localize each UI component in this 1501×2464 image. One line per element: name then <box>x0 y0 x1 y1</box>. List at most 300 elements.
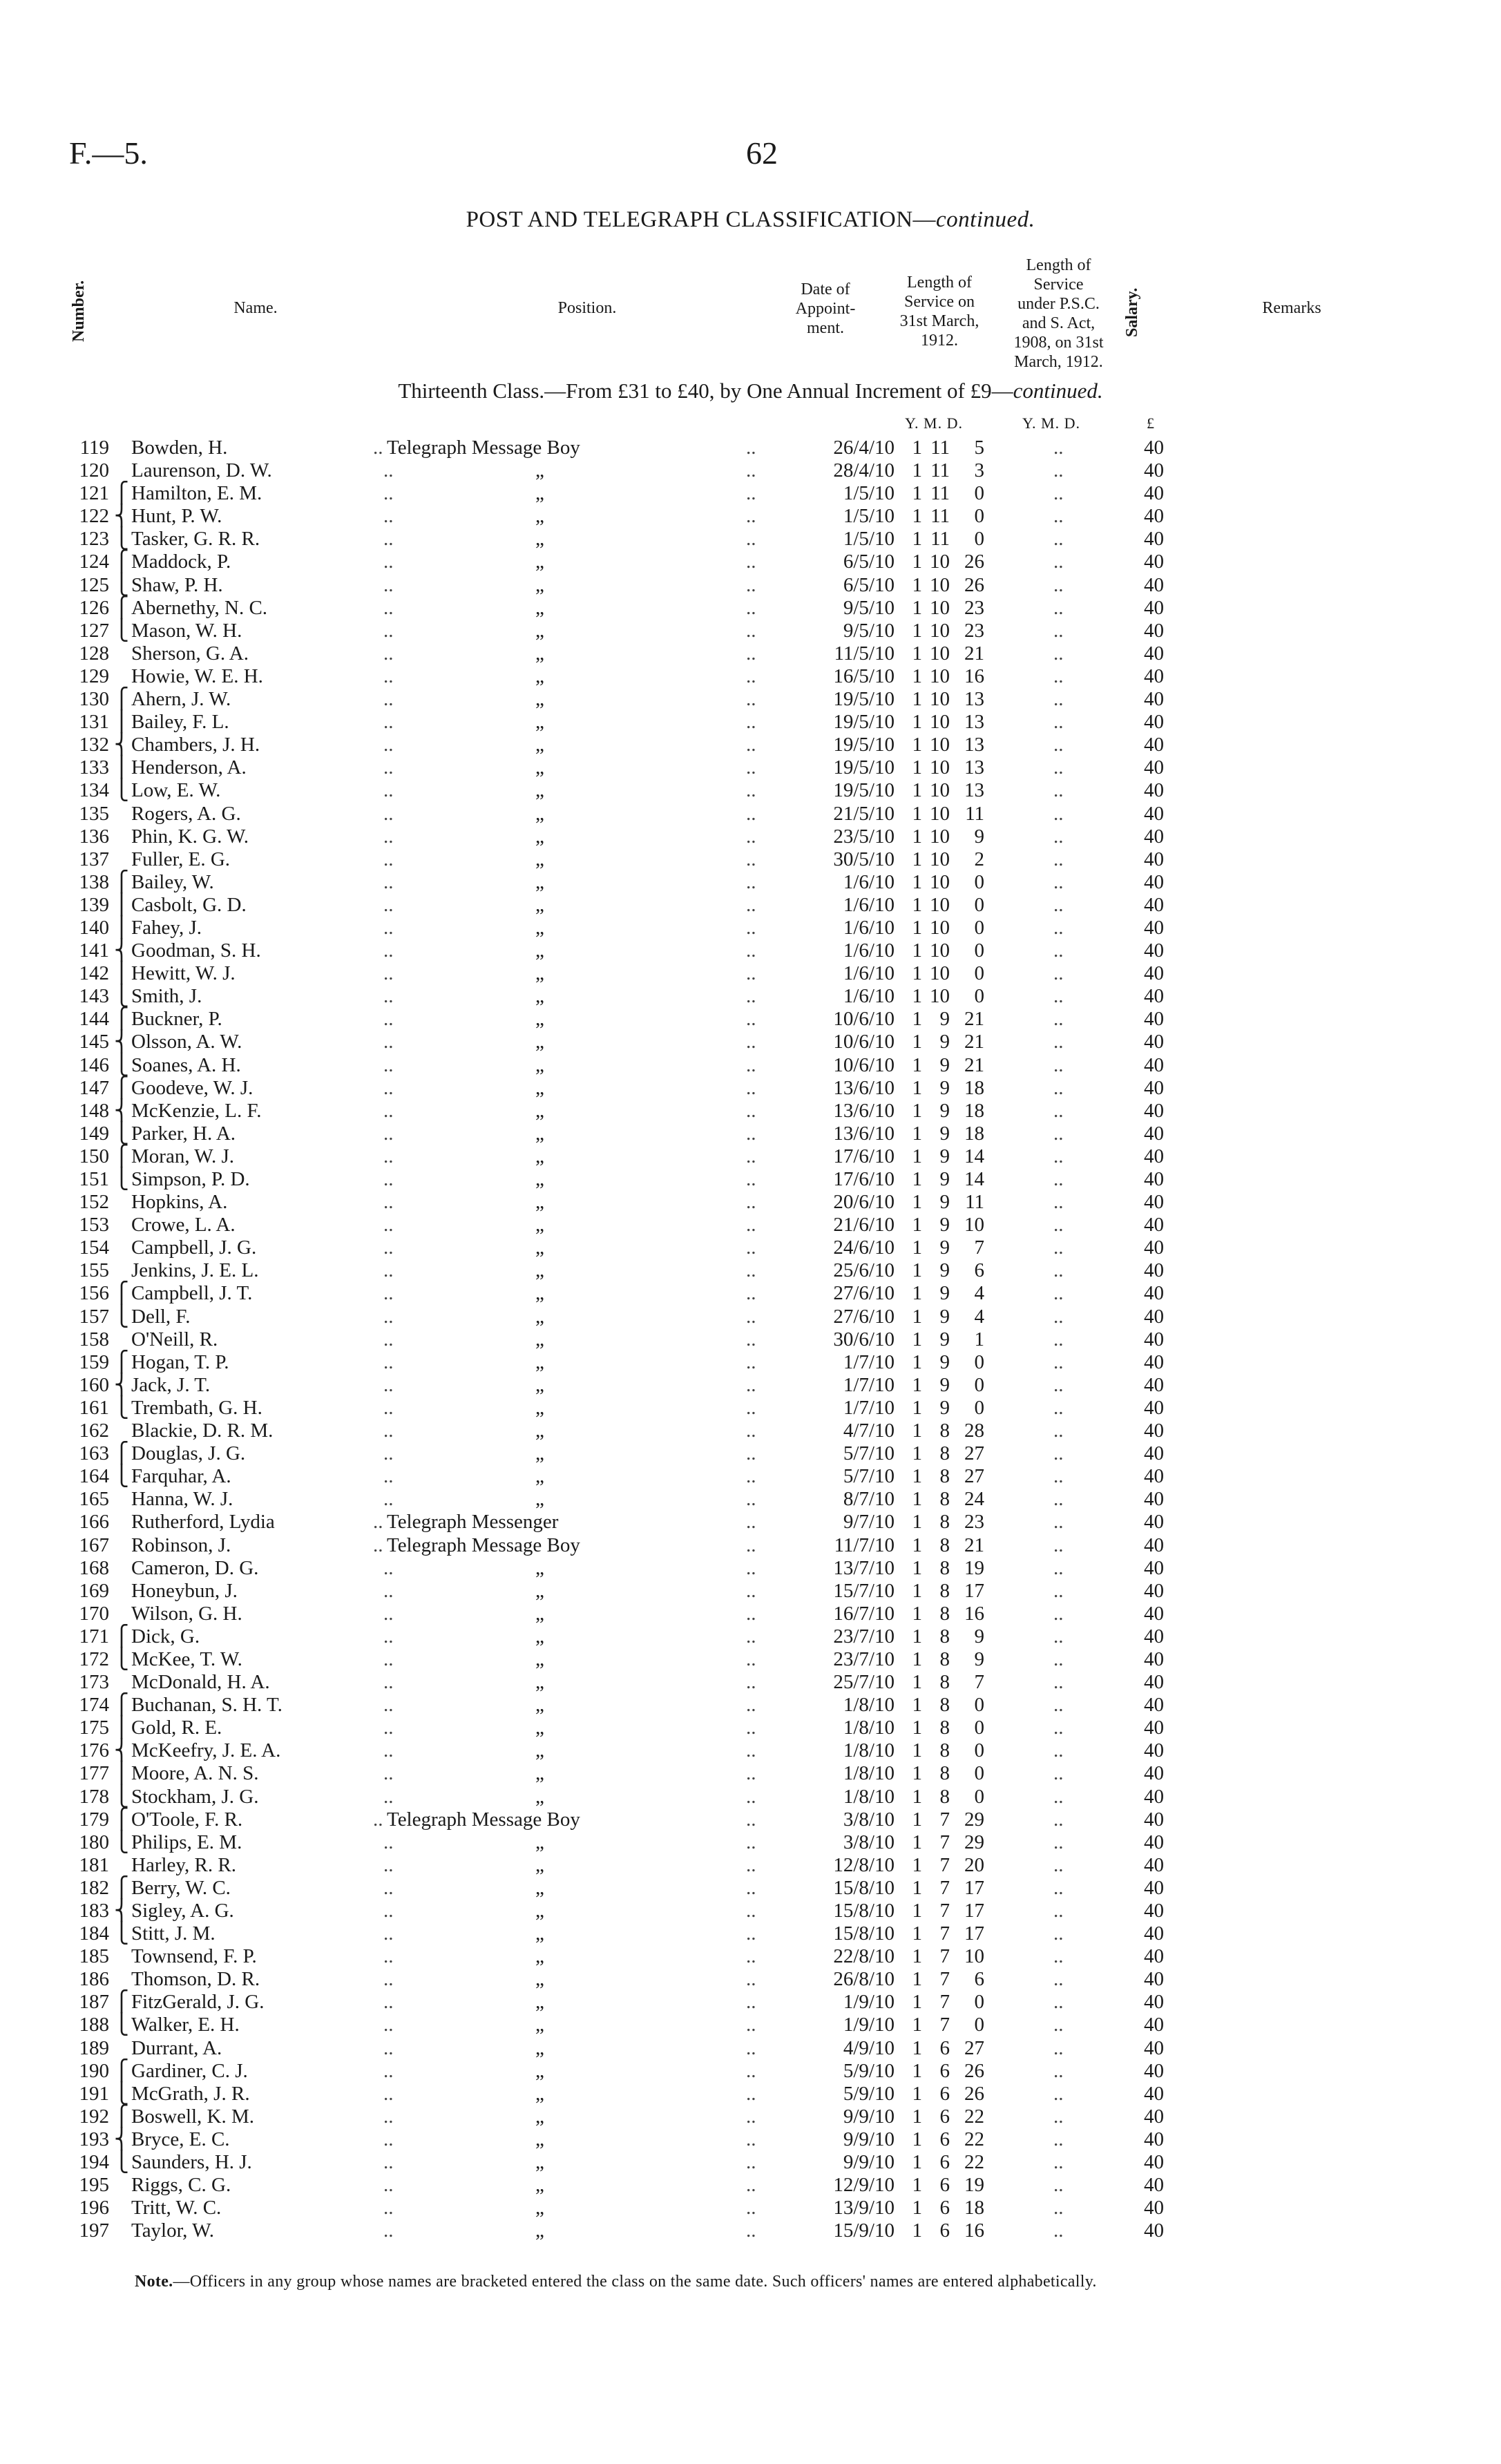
officer-position: „ <box>535 1350 544 1373</box>
leader-dots: .. <box>746 1785 756 1808</box>
leader-dots: .. <box>383 2082 394 2105</box>
leader-dots: .. <box>383 1350 394 1373</box>
salary-value: 40 <box>1144 1739 1164 1762</box>
row-number: 151 <box>79 1168 109 1190</box>
appointment-date: 26/4/10 <box>833 437 895 459</box>
column-header-salary: Salary. <box>1123 287 1141 338</box>
row-number: 170 <box>79 1602 109 1625</box>
group-bracket: ⎨ <box>114 1099 129 1122</box>
salary-value: 40 <box>1144 1488 1164 1511</box>
service-days: 16 <box>964 1602 984 1625</box>
service-years: 1 <box>912 1511 922 1534</box>
leader-dots: .. <box>746 1465 756 1488</box>
officer-position: „ <box>535 2105 544 2128</box>
leader-dots: .. <box>1053 1122 1064 1145</box>
leader-dots: .. <box>1053 825 1064 848</box>
officer-name: Crowe, L. A. <box>131 1214 236 1236</box>
leader-dots: .. <box>1053 1168 1064 1190</box>
leader-dots: .. <box>746 1625 756 1648</box>
service-months: 10 <box>930 756 950 779</box>
table-row <box>0 1762 1501 1785</box>
group-bracket: ⎪ <box>114 711 129 734</box>
appointment-date: 1/7/10 <box>843 1350 895 1373</box>
group-bracket: ⎧ <box>114 688 129 711</box>
table-row <box>0 1145 1501 1168</box>
officer-position: „ <box>535 962 544 985</box>
service-days: 22 <box>964 2151 984 2174</box>
leader-dots: .. <box>746 1442 756 1465</box>
table-row <box>0 642 1501 665</box>
salary-value: 40 <box>1144 505 1164 528</box>
service-months: 10 <box>930 665 950 687</box>
officer-position: „ <box>535 1991 544 2014</box>
leader-dots: .. <box>746 1420 756 1442</box>
salary-value: 40 <box>1144 459 1164 482</box>
column-header-service <box>881 273 998 350</box>
salary-value: 40 <box>1144 1671 1164 1694</box>
service-months: 10 <box>930 870 950 893</box>
salary-value: 40 <box>1144 734 1164 756</box>
service-years: 1 <box>912 1625 922 1648</box>
title-continued: continued. <box>936 207 1035 232</box>
salary-value: 40 <box>1144 939 1164 962</box>
row-number: 161 <box>79 1396 109 1419</box>
leader-dots: .. <box>1053 1556 1064 1579</box>
leader-dots: .. <box>383 1648 394 1670</box>
service-years: 1 <box>912 1945 922 1968</box>
leader-dots: .. <box>383 1853 394 1876</box>
officer-position: „ <box>535 1831 544 1853</box>
service-years: 1 <box>912 1534 922 1556</box>
leader-dots: .. <box>1053 437 1064 459</box>
table-row <box>0 1236 1501 1259</box>
service-days: 4 <box>974 1305 984 1328</box>
row-number: 196 <box>79 2197 109 2219</box>
salary-value: 40 <box>1144 1145 1164 1167</box>
service-years: 1 <box>912 1922 922 1945</box>
leader-dots: .. <box>746 711 756 734</box>
service-days: 16 <box>964 2219 984 2242</box>
row-number: 125 <box>79 573 109 596</box>
leader-dots: .. <box>373 1534 383 1556</box>
service-years: 1 <box>912 802 922 825</box>
salary-value: 40 <box>1144 1259 1164 1282</box>
service-days: 0 <box>974 2014 984 2036</box>
officer-name: Cameron, D. G. <box>131 1556 259 1579</box>
row-number: 179 <box>79 1808 109 1831</box>
service-months: 11 <box>930 437 950 459</box>
group-bracket: ⎩ <box>114 1785 129 1808</box>
salary-value: 40 <box>1144 1922 1164 1945</box>
group-bracket: ⎧ <box>114 1076 129 1099</box>
service-days: 13 <box>964 779 984 802</box>
leader-dots: .. <box>383 1168 394 1190</box>
leader-dots: .. <box>746 437 756 459</box>
service-days: 0 <box>974 870 984 893</box>
service-days: 23 <box>964 1511 984 1534</box>
row-number: 184 <box>79 1922 109 1945</box>
salary-value: 40 <box>1144 1534 1164 1556</box>
leader-dots: .. <box>746 2082 756 2105</box>
appointment-date: 6/5/10 <box>843 551 895 573</box>
row-number: 142 <box>79 962 109 985</box>
leader-dots: .. <box>1053 505 1064 528</box>
table-row <box>0 1420 1501 1442</box>
service-days: 29 <box>964 1831 984 1853</box>
officer-name: Olsson, A. W. <box>131 1031 242 1053</box>
service-years: 1 <box>912 1191 922 1214</box>
service-years: 1 <box>912 916 922 939</box>
row-number: 165 <box>79 1488 109 1511</box>
table-row <box>0 437 1501 459</box>
appointment-date: 9/9/10 <box>843 2128 895 2150</box>
leader-dots: .. <box>746 665 756 687</box>
leader-dots: .. <box>1053 1694 1064 1717</box>
row-number: 173 <box>79 1671 109 1694</box>
leader-dots: .. <box>383 619 394 642</box>
officer-position: „ <box>535 1762 544 1785</box>
leader-dots: .. <box>383 1945 394 1968</box>
table-row <box>0 2060 1501 2083</box>
leader-dots: .. <box>1053 848 1064 870</box>
service-months: 8 <box>939 1556 950 1579</box>
group-bracket: ⎧ <box>114 482 129 505</box>
leader-dots: .. <box>383 1991 394 2014</box>
service-months: 7 <box>939 1900 950 1922</box>
service-months: 6 <box>939 2151 950 2174</box>
table-row <box>0 574 1501 597</box>
service-months: 7 <box>939 2014 950 2036</box>
officer-name: Henderson, A. <box>131 756 247 779</box>
appointment-date: 5/9/10 <box>843 2059 895 2082</box>
table-row <box>0 528 1501 551</box>
service-months: 11 <box>930 528 950 551</box>
service-years: 1 <box>912 734 922 756</box>
service-years: 1 <box>912 1442 922 1465</box>
leader-dots: .. <box>1053 1031 1064 1053</box>
leader-dots: .. <box>383 1122 394 1145</box>
row-number: 172 <box>79 1648 109 1670</box>
appointment-date: 10/6/10 <box>833 1008 895 1031</box>
officer-name: Tritt, W. C. <box>131 2197 222 2219</box>
service-months: 10 <box>930 779 950 802</box>
row-number: 124 <box>79 551 109 573</box>
table-row <box>0 1351 1501 1374</box>
appointment-date: 1/6/10 <box>843 939 895 962</box>
leader-dots: .. <box>383 482 394 505</box>
group-bracket: ⎨ <box>114 939 129 962</box>
table-row <box>0 1282 1501 1305</box>
service-years: 1 <box>912 459 922 482</box>
psc-header-line: 1908, on 31st <box>1013 334 1104 352</box>
group-bracket: ⎧ <box>114 1991 129 2014</box>
group-bracket: ⎩ <box>114 1305 129 1328</box>
row-number: 194 <box>79 2151 109 2174</box>
leader-dots: .. <box>1053 1900 1064 1922</box>
officer-position: „ <box>535 1465 544 1488</box>
officer-name: Honeybun, J. <box>131 1579 238 1602</box>
officer-name: Tasker, G. R. R. <box>131 528 260 551</box>
leader-dots: .. <box>1053 1488 1064 1511</box>
leader-dots: .. <box>383 2128 394 2150</box>
group-bracket: ⎨ <box>114 1739 129 1762</box>
officer-name: Jenkins, J. E. L. <box>131 1259 259 1282</box>
service-days: 6 <box>974 1259 984 1282</box>
appointment-date: 1/8/10 <box>843 1739 895 1762</box>
officer-name: O'Toole, F. R. <box>131 1808 243 1831</box>
table-row <box>0 665 1501 688</box>
table-row <box>0 1123 1501 1145</box>
leader-dots: .. <box>746 1808 756 1831</box>
service-years: 1 <box>912 939 922 962</box>
table-row <box>0 1808 1501 1831</box>
leader-dots: .. <box>383 2219 394 2242</box>
leader-dots: .. <box>1053 1465 1064 1488</box>
staff-table <box>0 437 1501 2242</box>
row-number: 195 <box>79 2174 109 2197</box>
appointment-date: 9/5/10 <box>843 619 895 642</box>
officer-name: Douglas, J. G. <box>131 1442 246 1465</box>
appointment-date: 24/6/10 <box>833 1236 895 1259</box>
table-row <box>0 871 1501 894</box>
service-months: 9 <box>939 1259 950 1282</box>
leader-dots: .. <box>746 596 756 619</box>
service-years: 1 <box>912 2128 922 2150</box>
leader-dots: .. <box>373 1511 383 1534</box>
leader-dots: .. <box>1053 1785 1064 1808</box>
row-number: 159 <box>79 1350 109 1373</box>
officer-name: McGrath, J. R. <box>131 2082 250 2105</box>
table-row <box>0 2014 1501 2036</box>
appointment-date: 13/6/10 <box>833 1122 895 1145</box>
service-months: 10 <box>930 734 950 756</box>
officer-name: Bailey, F. L. <box>131 711 229 734</box>
service-years: 1 <box>912 2059 922 2082</box>
service-years: 1 <box>912 573 922 596</box>
officer-name: Chambers, J. H. <box>131 734 260 756</box>
table-row <box>0 505 1501 528</box>
group-bracket: ⎪ <box>114 916 129 939</box>
table-row <box>0 917 1501 939</box>
table-row <box>0 1717 1501 1739</box>
leader-dots: .. <box>1053 2128 1064 2150</box>
leader-dots: .. <box>383 756 394 779</box>
officer-position: „ <box>535 1648 544 1670</box>
leader-dots: .. <box>383 1282 394 1305</box>
leader-dots: .. <box>1053 1236 1064 1259</box>
column-header-name: Name. <box>233 299 278 317</box>
leader-dots: .. <box>746 1305 756 1328</box>
service-years: 1 <box>912 1831 922 1853</box>
leader-dots: .. <box>1053 1648 1064 1670</box>
appointment-date: 30/6/10 <box>833 1328 895 1350</box>
leader-dots: .. <box>746 505 756 528</box>
leader-dots: .. <box>383 1968 394 1991</box>
service-months: 9 <box>939 1053 950 1076</box>
officer-position: „ <box>535 734 544 756</box>
leader-dots: .. <box>1053 1008 1064 1031</box>
salary-value: 40 <box>1144 1008 1164 1031</box>
appointment-date: 1/7/10 <box>843 1396 895 1419</box>
leader-dots: .. <box>1053 1717 1064 1739</box>
row-number: 182 <box>79 1876 109 1899</box>
service-days: 0 <box>974 1762 984 1785</box>
leader-dots: .. <box>1053 1831 1064 1853</box>
table-row <box>0 688 1501 711</box>
service-months: 9 <box>939 1168 950 1190</box>
row-number: 137 <box>79 848 109 870</box>
leader-dots: .. <box>1053 1968 1064 1991</box>
title-main: POST AND TELEGRAPH CLASSIFICATION— <box>466 207 937 232</box>
service-days: 0 <box>974 1694 984 1717</box>
service-years: 1 <box>912 1145 922 1167</box>
service-months: 10 <box>930 619 950 642</box>
salary-value: 40 <box>1144 2174 1164 2197</box>
officer-name: Hopkins, A. <box>131 1191 228 1214</box>
officer-position: „ <box>535 619 544 642</box>
leader-dots: .. <box>746 2105 756 2128</box>
row-number: 176 <box>79 1739 109 1762</box>
leader-dots: .. <box>383 596 394 619</box>
row-number: 175 <box>79 1717 109 1739</box>
officer-name: Maddock, P. <box>131 551 231 573</box>
leader-dots: .. <box>1053 1808 1064 1831</box>
service-days: 13 <box>964 688 984 711</box>
leader-dots: .. <box>1053 962 1064 985</box>
officer-position: „ <box>535 1968 544 1991</box>
officer-position: „ <box>535 1259 544 1282</box>
group-bracket: ⎨ <box>114 734 129 756</box>
group-bracket: ⎧ <box>114 1808 129 1831</box>
appointment-date: 20/6/10 <box>833 1191 895 1214</box>
leader-dots: .. <box>383 1876 394 1899</box>
leader-dots: .. <box>746 1259 756 1282</box>
officer-position: „ <box>535 1556 544 1579</box>
salary-value: 40 <box>1144 2105 1164 2128</box>
leader-dots: .. <box>1053 2197 1064 2219</box>
service-days: 24 <box>964 1488 984 1511</box>
group-bracket: ⎩ <box>114 2014 129 2036</box>
leader-dots: .. <box>746 619 756 642</box>
leader-dots: .. <box>1053 1625 1064 1648</box>
row-number: 143 <box>79 985 109 1008</box>
officer-name: Hamilton, E. M. <box>131 482 262 505</box>
service-months: 9 <box>939 1214 950 1236</box>
officer-position: „ <box>535 2197 544 2219</box>
service-months: 11 <box>930 482 950 505</box>
service-months: 11 <box>930 505 950 528</box>
officer-position: „ <box>535 1488 544 1511</box>
leader-dots: .. <box>383 1579 394 1602</box>
leader-dots: .. <box>383 688 394 711</box>
service-days: 13 <box>964 734 984 756</box>
service-units: Y. M. D. <box>905 414 964 432</box>
row-number: 145 <box>79 1031 109 1053</box>
service-years: 1 <box>912 1305 922 1328</box>
table-row <box>0 1557 1501 1580</box>
service-months: 10 <box>930 825 950 848</box>
service-days: 29 <box>964 1808 984 1831</box>
service-years: 1 <box>912 848 922 870</box>
officer-position: „ <box>535 870 544 893</box>
appointment-date: 23/7/10 <box>833 1648 895 1670</box>
leader-dots: .. <box>746 734 756 756</box>
service-years: 1 <box>912 1968 922 1991</box>
service-months: 8 <box>939 1739 950 1762</box>
salary-value: 40 <box>1144 1373 1164 1396</box>
leader-dots: .. <box>383 711 394 734</box>
leader-dots: .. <box>1053 1739 1064 1762</box>
leader-dots: .. <box>1053 734 1064 756</box>
psc-header-line: under P.S.C. <box>1017 295 1100 313</box>
officer-name: Rutherford, Lydia <box>131 1511 275 1534</box>
leader-dots: .. <box>1053 1076 1064 1099</box>
salary-value: 40 <box>1144 916 1164 939</box>
service-days: 17 <box>964 1900 984 1922</box>
group-bracket: ⎨ <box>114 1900 129 1922</box>
salary-value: 40 <box>1144 1191 1164 1214</box>
service-days: 0 <box>974 985 984 1008</box>
row-number: 152 <box>79 1191 109 1214</box>
row-number: 134 <box>79 779 109 802</box>
service-months: 8 <box>939 1694 950 1717</box>
row-number: 171 <box>79 1625 109 1648</box>
leader-dots: .. <box>746 1968 756 1991</box>
salary-value: 40 <box>1144 2197 1164 2219</box>
appointment-date: 19/5/10 <box>833 756 895 779</box>
row-number: 154 <box>79 1236 109 1259</box>
service-days: 26 <box>964 551 984 573</box>
service-days: 0 <box>974 962 984 985</box>
table-row <box>0 1648 1501 1671</box>
service-days: 26 <box>964 2082 984 2105</box>
officer-position: „ <box>535 711 544 734</box>
leader-dots: .. <box>383 551 394 573</box>
service-days: 11 <box>965 802 984 825</box>
group-bracket: ⎨ <box>114 1373 129 1396</box>
salary-value: 40 <box>1144 870 1164 893</box>
leader-dots: .. <box>1053 1053 1064 1076</box>
leader-dots: .. <box>1053 1579 1064 1602</box>
service-days: 23 <box>964 596 984 619</box>
date-header-line: Appoint- <box>795 300 856 318</box>
officer-name: Simpson, P. D. <box>131 1168 250 1190</box>
row-number: 180 <box>79 1831 109 1853</box>
table-row <box>0 1945 1501 1968</box>
officer-position: „ <box>535 688 544 711</box>
psc-header-line: Length of <box>1026 256 1091 274</box>
officer-position: „ <box>535 802 544 825</box>
leader-dots: .. <box>1053 1876 1064 1899</box>
leader-dots: .. <box>746 1511 756 1534</box>
appointment-date: 9/9/10 <box>843 2151 895 2174</box>
service-months: 9 <box>939 1373 950 1396</box>
leader-dots: .. <box>746 2128 756 2150</box>
service-days: 21 <box>964 1053 984 1076</box>
appointment-date: 8/7/10 <box>843 1488 895 1511</box>
salary-value: 40 <box>1144 551 1164 573</box>
salary-value: 40 <box>1144 1602 1164 1625</box>
officer-position: „ <box>535 1076 544 1099</box>
leader-dots: .. <box>1053 1282 1064 1305</box>
table-row <box>0 711 1501 734</box>
salary-value: 40 <box>1144 2036 1164 2059</box>
leader-dots: .. <box>383 2151 394 2174</box>
appointment-date: 10/6/10 <box>833 1031 895 1053</box>
officer-name: Low, E. W. <box>131 779 221 802</box>
leader-dots: .. <box>1053 1442 1064 1465</box>
salary-value: 40 <box>1144 688 1164 711</box>
